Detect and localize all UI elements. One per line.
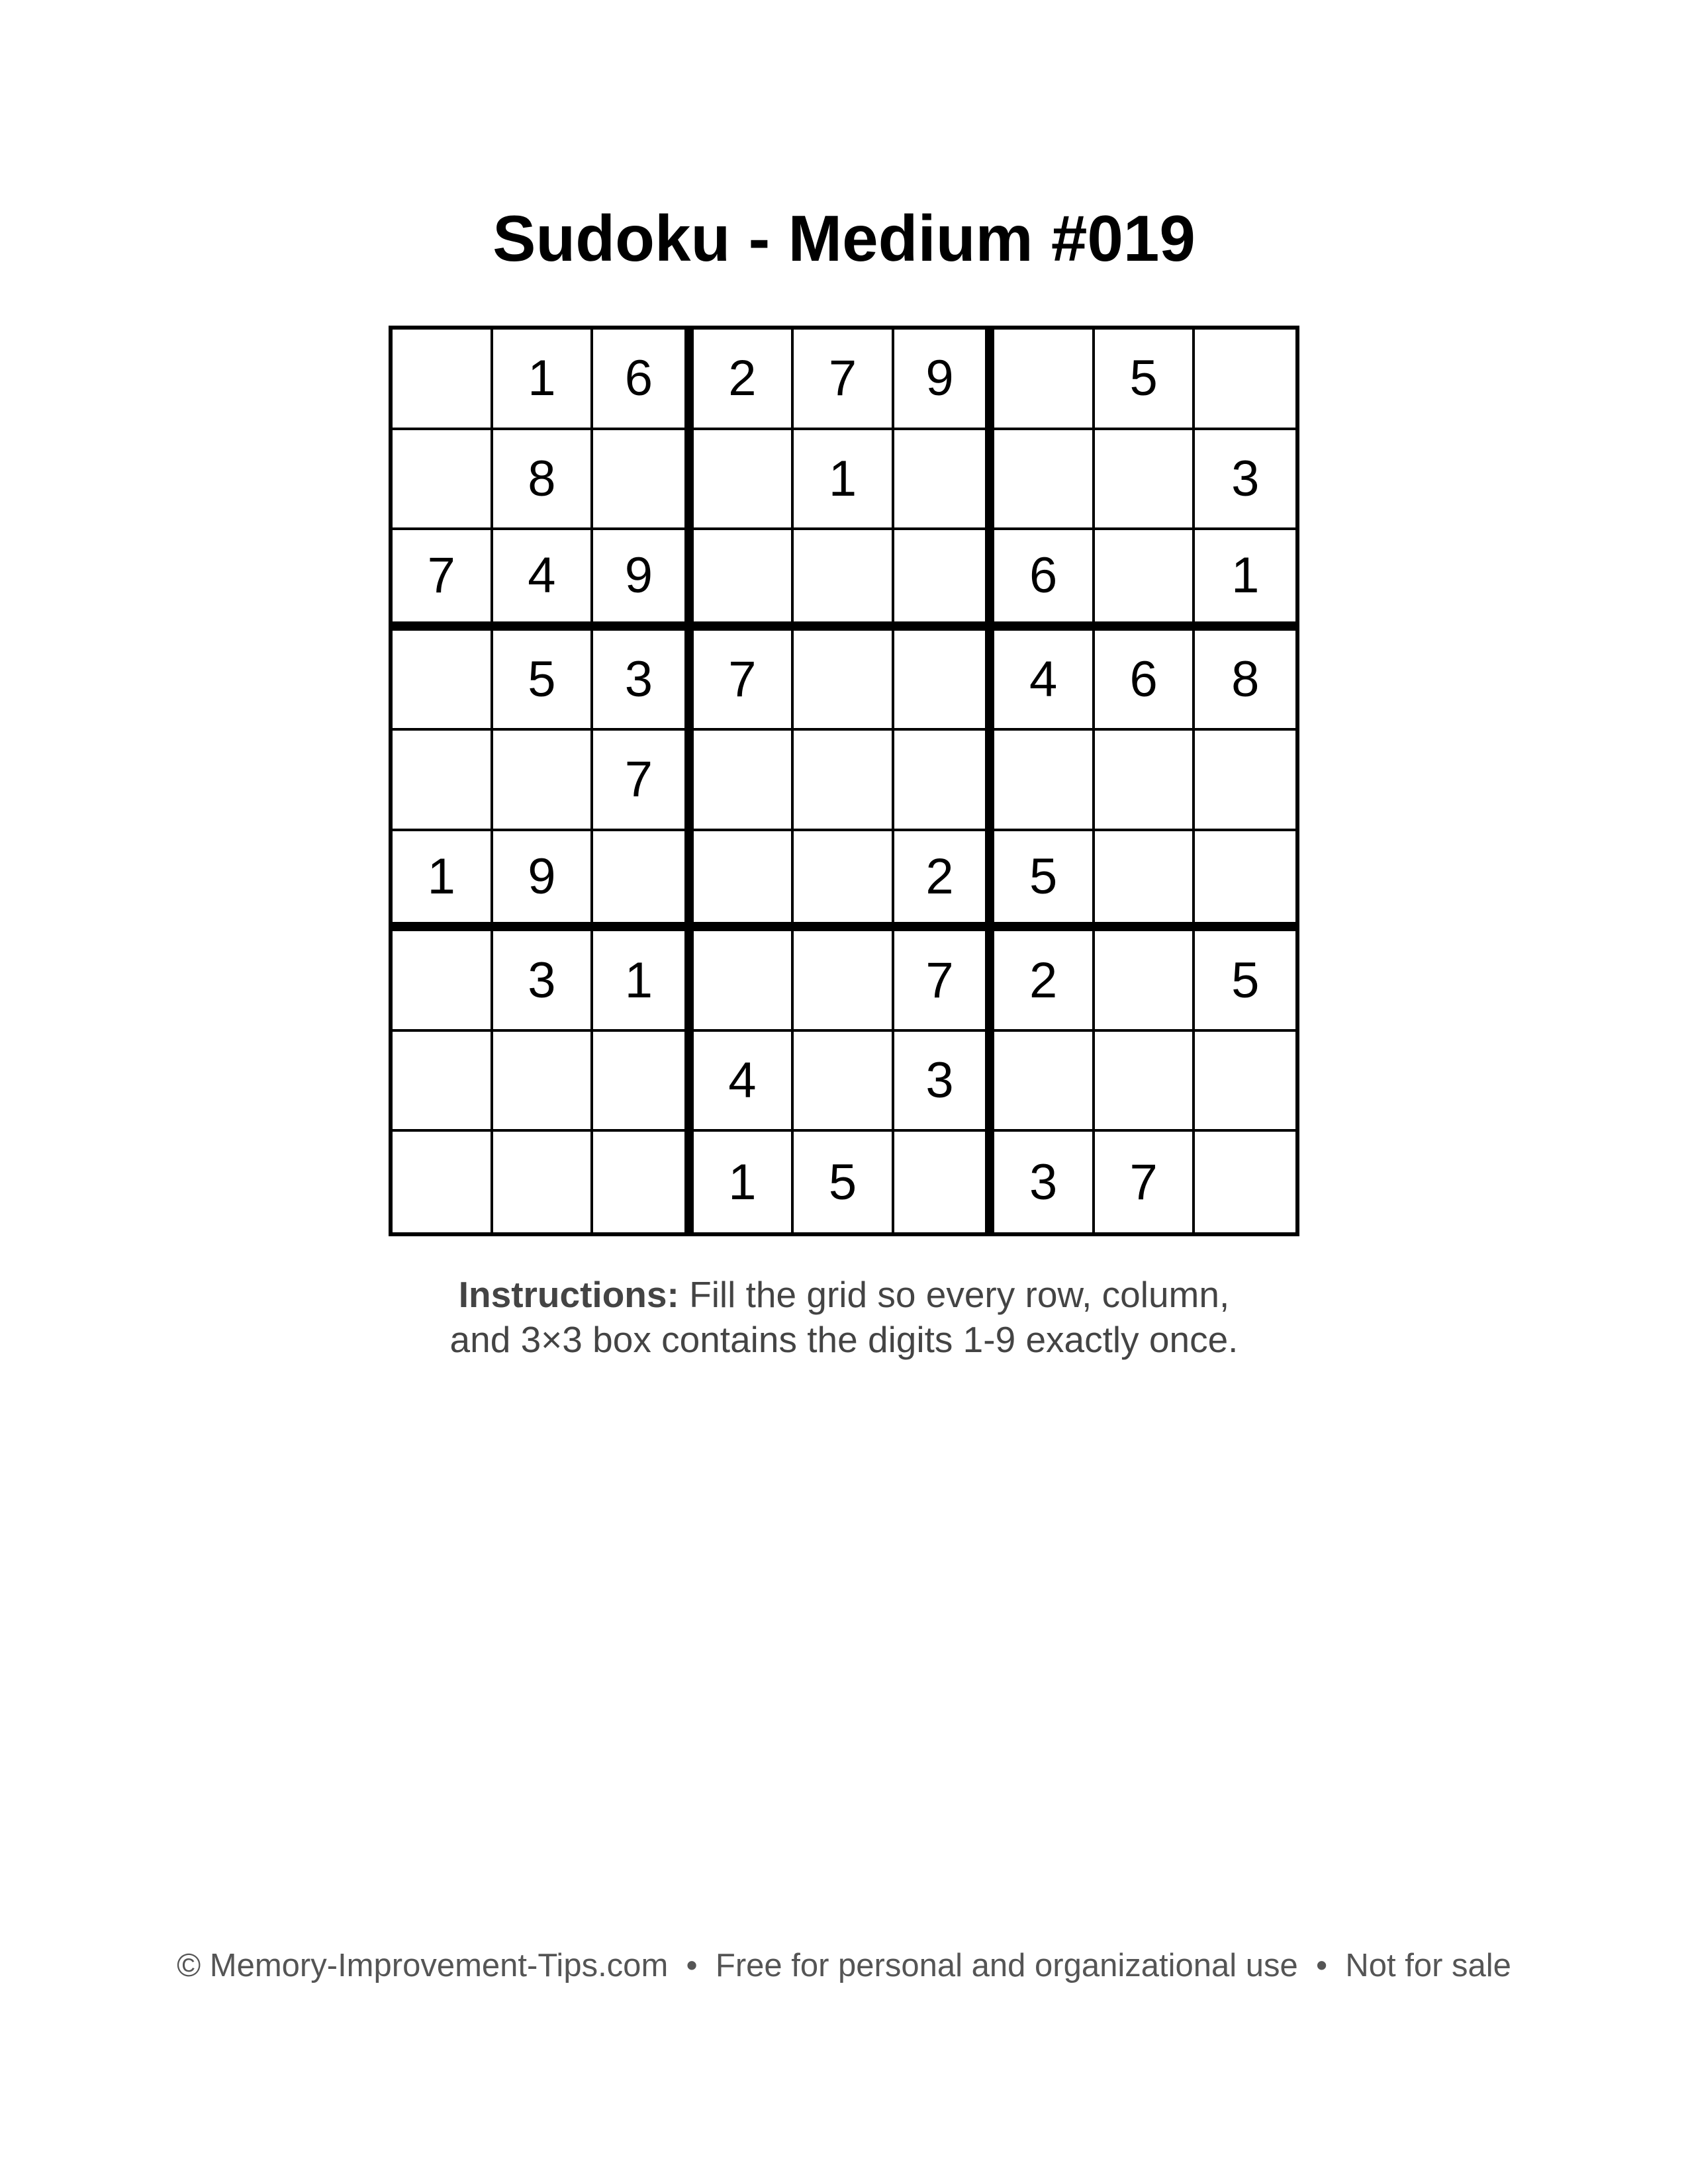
instructions bbox=[0, 1272, 1688, 1362]
sudoku-cell-r4-c3[interactable]: 3 bbox=[593, 631, 694, 731]
sudoku-cell-r9-c6[interactable] bbox=[894, 1132, 995, 1232]
sudoku-cell-r3-c8[interactable] bbox=[1095, 530, 1196, 631]
sudoku-cell-r9-c9[interactable] bbox=[1195, 1132, 1295, 1232]
sudoku-cell-r2-c4[interactable] bbox=[694, 430, 794, 531]
sudoku-cell-r7-c9[interactable]: 5 bbox=[1195, 931, 1295, 1032]
sudoku-cell-r1-c1[interactable] bbox=[393, 330, 493, 430]
sudoku-cell-r9-c1[interactable] bbox=[393, 1132, 493, 1232]
sudoku-cell-r7-c3[interactable]: 1 bbox=[593, 931, 694, 1032]
sudoku-cell-r2-c8[interactable] bbox=[1095, 430, 1196, 531]
sudoku-cell-r1-c2[interactable]: 1 bbox=[493, 330, 594, 430]
instructions-line-1 bbox=[0, 1272, 1688, 1317]
footer bbox=[0, 1946, 1688, 1985]
sudoku-cell-r2-c5[interactable]: 1 bbox=[794, 430, 894, 531]
sudoku-cell-r1-c9[interactable] bbox=[1195, 330, 1295, 430]
sudoku-board bbox=[389, 326, 1299, 1236]
sudoku-cell-r3-c1[interactable]: 7 bbox=[393, 530, 493, 631]
sudoku-cell-r5-c4[interactable] bbox=[694, 731, 794, 831]
sudoku-cell-r6-c6[interactable]: 2 bbox=[894, 831, 995, 932]
sudoku-cell-r3-c6[interactable] bbox=[894, 530, 995, 631]
sudoku-cell-r3-c7[interactable]: 6 bbox=[994, 530, 1095, 631]
sudoku-cell-r1-c4[interactable]: 2 bbox=[694, 330, 794, 430]
sudoku-cell-r9-c7[interactable]: 3 bbox=[994, 1132, 1095, 1232]
sudoku-cell-r8-c5[interactable] bbox=[794, 1032, 894, 1132]
sudoku-cell-r4-c9[interactable]: 8 bbox=[1195, 631, 1295, 731]
sudoku-cell-r8-c2[interactable] bbox=[493, 1032, 594, 1132]
sudoku-cell-r6-c7[interactable]: 5 bbox=[994, 831, 1095, 932]
sudoku-cell-r8-c8[interactable] bbox=[1095, 1032, 1196, 1132]
page-title: Sudoku - Medium #019 bbox=[492, 202, 1196, 275]
sudoku-cell-r5-c5[interactable] bbox=[794, 731, 894, 831]
sudoku-cell-r9-c4[interactable]: 1 bbox=[694, 1132, 794, 1232]
sudoku-cell-r3-c9[interactable]: 1 bbox=[1195, 530, 1295, 631]
sudoku-cell-r9-c5[interactable]: 5 bbox=[794, 1132, 894, 1232]
footer-license: Free for personal and organizational use bbox=[715, 1948, 1298, 1983]
sudoku-cell-r7-c1[interactable] bbox=[393, 931, 493, 1032]
sudoku-cell-r2-c2[interactable]: 8 bbox=[493, 430, 594, 531]
sudoku-cell-r4-c8[interactable]: 6 bbox=[1095, 631, 1196, 731]
sudoku-cell-r3-c5[interactable] bbox=[794, 530, 894, 631]
sudoku-cell-r2-c9[interactable]: 3 bbox=[1195, 430, 1295, 531]
sudoku-cell-r9-c8[interactable]: 7 bbox=[1095, 1132, 1196, 1232]
sudoku-cell-r3-c3[interactable]: 9 bbox=[593, 530, 694, 631]
sudoku-cell-r8-c1[interactable] bbox=[393, 1032, 493, 1132]
sudoku-cell-r7-c6[interactable]: 7 bbox=[894, 931, 995, 1032]
sudoku-cell-r8-c9[interactable] bbox=[1195, 1032, 1295, 1132]
sudoku-cell-r2-c1[interactable] bbox=[393, 430, 493, 531]
instructions-line-2: and 3×3 box contains the digits 1-9 exactly once. bbox=[449, 1319, 1239, 1360]
sudoku-cell-r6-c8[interactable] bbox=[1095, 831, 1196, 932]
sudoku-cell-r3-c2[interactable]: 4 bbox=[493, 530, 594, 631]
sudoku-cell-r3-c4[interactable] bbox=[694, 530, 794, 631]
sudoku-cell-r1-c8[interactable]: 5 bbox=[1095, 330, 1196, 430]
sudoku-cell-r6-c5[interactable] bbox=[794, 831, 894, 932]
sudoku-cell-r4-c7[interactable]: 4 bbox=[994, 631, 1095, 731]
sudoku-cell-r5-c8[interactable] bbox=[1095, 731, 1196, 831]
footer-separator: • bbox=[668, 1948, 716, 1983]
instructions-text-1: Fill the grid so every row, column, bbox=[679, 1274, 1230, 1315]
footer-separator: • bbox=[1297, 1948, 1346, 1983]
sudoku-cell-r6-c9[interactable] bbox=[1195, 831, 1295, 932]
sudoku-cell-r8-c7[interactable] bbox=[994, 1032, 1095, 1132]
sudoku-cell-r4-c5[interactable] bbox=[794, 631, 894, 731]
sudoku-cell-r1-c3[interactable]: 6 bbox=[593, 330, 694, 430]
sudoku-cell-r7-c7[interactable]: 2 bbox=[994, 931, 1095, 1032]
sudoku-cell-r4-c4[interactable]: 7 bbox=[694, 631, 794, 731]
sudoku-cell-r2-c3[interactable] bbox=[593, 430, 694, 531]
sudoku-cell-r6-c3[interactable] bbox=[593, 831, 694, 932]
instructions-label: Instructions: bbox=[458, 1274, 679, 1315]
sudoku-cell-r5-c3[interactable]: 7 bbox=[593, 731, 694, 831]
sudoku-cell-r5-c2[interactable] bbox=[493, 731, 594, 831]
sudoku-cell-r7-c8[interactable] bbox=[1095, 931, 1196, 1032]
sudoku-cell-r5-c9[interactable] bbox=[1195, 731, 1295, 831]
sudoku-cell-r2-c6[interactable] bbox=[894, 430, 995, 531]
sudoku-cell-r7-c2[interactable]: 3 bbox=[493, 931, 594, 1032]
sudoku-cell-r9-c3[interactable] bbox=[593, 1132, 694, 1232]
sudoku-cell-r6-c2[interactable]: 9 bbox=[493, 831, 594, 932]
sudoku-cell-r9-c2[interactable] bbox=[493, 1132, 594, 1232]
footer-sale-note: Not for sale bbox=[1345, 1948, 1511, 1983]
sudoku-cell-r1-c7[interactable] bbox=[994, 330, 1095, 430]
sudoku-cell-r7-c4[interactable] bbox=[694, 931, 794, 1032]
sudoku-cell-r8-c3[interactable] bbox=[593, 1032, 694, 1132]
sudoku-cell-r8-c4[interactable]: 4 bbox=[694, 1032, 794, 1132]
sudoku-cell-r5-c7[interactable] bbox=[994, 731, 1095, 831]
sudoku-cell-r1-c5[interactable]: 7 bbox=[794, 330, 894, 430]
sudoku-cell-r8-c6[interactable]: 3 bbox=[894, 1032, 995, 1132]
sudoku-cell-r4-c6[interactable] bbox=[894, 631, 995, 731]
sudoku-cell-r4-c1[interactable] bbox=[393, 631, 493, 731]
sudoku-cell-r7-c5[interactable] bbox=[794, 931, 894, 1032]
sudoku-cell-r6-c4[interactable] bbox=[694, 831, 794, 932]
sudoku-cell-r5-c6[interactable] bbox=[894, 731, 995, 831]
sudoku-cell-r5-c1[interactable] bbox=[393, 731, 493, 831]
sudoku-cell-r4-c2[interactable]: 5 bbox=[493, 631, 594, 731]
sudoku-cell-r6-c1[interactable]: 1 bbox=[393, 831, 493, 932]
sudoku-cell-r1-c6[interactable]: 9 bbox=[894, 330, 995, 430]
sudoku-cell-r2-c7[interactable] bbox=[994, 430, 1095, 531]
footer-copyright: © Memory-Improvement-Tips.com bbox=[177, 1948, 669, 1983]
